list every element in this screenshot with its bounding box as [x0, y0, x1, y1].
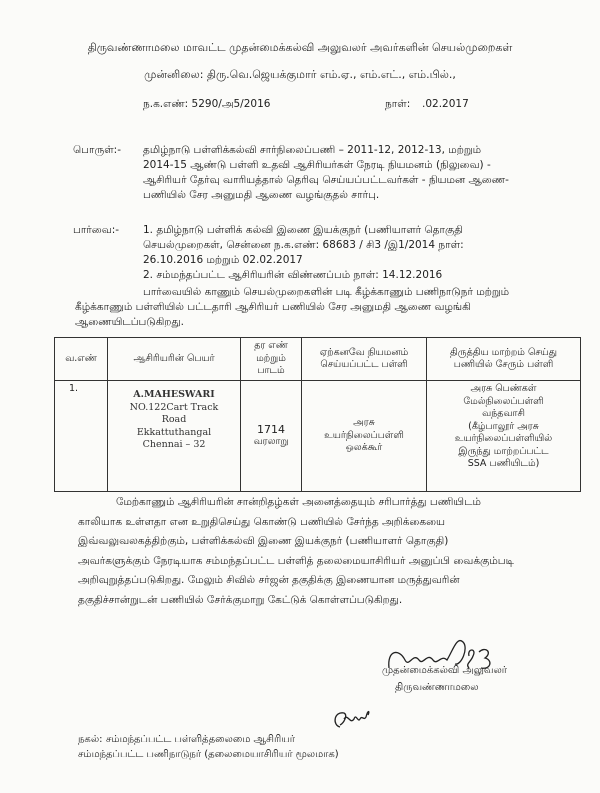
school-line: ஒலக்கூர் — [345, 442, 383, 454]
school-line: அரசு பெண்கள் — [470, 383, 537, 394]
body-line: அறிவுறுத்தப்படுகிறது. மேலும் சிவில் சர்ஜன் தகுதிக்கு இணையான மருத்துவரின் — [78, 574, 460, 586]
address-line: Ekkattuthangal — [136, 426, 212, 438]
cell-rank-subject — [241, 381, 302, 492]
intro-line: கீழ்க்காணும் பள்ளியில் பட்டதாரி ஆசிரியர் பணியில் சேர அனுமதி ஆணை வழங்கி — [75, 301, 471, 313]
reference-line: 1. தமிழ்நாடு பள்ளிக் கல்வி இணை இயக்குநர் (பணியாளர் தொகுதி — [143, 224, 463, 236]
reference-number: ந.க.எண்: 5290/அ5/2016 — [143, 98, 271, 110]
date-label: நாள்: — [385, 98, 411, 110]
body-line: மேற்காணும் ஆசிரியரின் சான்றிதழ்கள் அனைத்தையும் சரிபார்த்து பணியிடம் — [116, 496, 481, 508]
address-line: Road — [161, 414, 187, 425]
reference-label: பார்வை:- — [73, 224, 120, 236]
body-line: இவ்வலுவலகத்திற்கும், பள்ளிக்கல்வி இணை இயக்குநர் (பணியாளர் தொகுதி) — [78, 535, 449, 547]
body-line: தகுதிச்சான்றுடன் பணியில் சேர்க்குமாறு கேட்டுக் கொள்ளப்படுகிறது. — [78, 593, 403, 606]
copy-line: சம்மந்தப்பட்ட பள்ளித்தலைமை ஆசிரியர் — [106, 734, 296, 745]
table-header-row — [55, 338, 581, 381]
body-line: அவர்களுக்கும் நேரடியாக சம்மந்தப்பட்ட பள்ளித் தலைமையாசிரியர் அனுப்பி வைக்கும்படி — [78, 554, 514, 567]
reference-line: 2. சம்மந்தப்பட்ட ஆசிரியரின் விண்ணப்பம் நாள்: 14.12.2016 — [143, 269, 443, 281]
school-line: SSA பணியிடம்) — [467, 458, 540, 469]
signatory-designation: முதன்மைக்கல்வி அலுவலர் — [382, 665, 507, 676]
school-line: இருந்து மாற்றப்பட்ட — [458, 445, 549, 457]
rank-number: 1714 — [257, 422, 285, 436]
table-row — [55, 381, 581, 492]
header-new-school: திருத்திய மாற்றம் செய்து பணியில் சேரும் பள்ளி — [427, 338, 581, 381]
school-line: வந்தவாசி — [482, 408, 525, 419]
cell-serial: 1. — [55, 381, 108, 492]
cell-teacher — [108, 381, 241, 492]
reference-text — [143, 223, 578, 283]
subject-label: பொருள்:- — [73, 144, 122, 156]
intro-line: ஆணையிடப்படுகிறது. — [75, 316, 184, 328]
initial-signature-icon — [330, 705, 372, 733]
header-rank-subject: தர எண் மற்றும் பாடம் — [241, 338, 302, 381]
intro-paragraph — [75, 285, 580, 330]
subject-name: வரலாறு — [253, 436, 289, 447]
teacher-name: A.MAHESWARI — [133, 389, 215, 400]
school-line: (கீழ்பாலூர் அரசு — [468, 420, 539, 432]
school-line: உயர்நிலைப்பள்ளியில் — [454, 433, 553, 444]
header-serial: வ.எண் — [55, 338, 108, 381]
date-value: .02.2017 — [422, 98, 469, 110]
presence-line: முன்னிலை: திரு.வெ.ஜெயக்குமார் எம்.ஏ., எம்.எட்., எம்.பில்., — [144, 68, 456, 81]
address-line: NO.122Cart Track — [129, 401, 219, 413]
school-line: மேல்நிலைப்பள்ளி — [463, 395, 544, 407]
reference-line: 26.10.2016 மற்றும் 02.02.2017 — [143, 254, 303, 266]
copy-label: நகல்: — [78, 734, 103, 745]
subject-line: தமிழ்நாடு பள்ளிக்கல்வி சார்நிலைப்பணி – 2011-12, 2012-13, மற்றும் — [143, 144, 482, 156]
school-line: அரசு — [353, 417, 375, 429]
address-line: Chennai – 32 — [142, 439, 206, 450]
subject-line: பணியில் சேர அனுமதி ஆணை வழங்குதல் சார்பு. — [143, 189, 380, 201]
document-title: திருவண்ணாமலை மாவட்ட முதன்மைக்கல்வி அலுவலர் அவர்களின் செயல்முறைகள் — [87, 41, 513, 54]
cell-previous-school — [302, 381, 427, 492]
cell-new-school — [427, 381, 581, 492]
subject-text — [143, 143, 578, 203]
reference-line: செயல்முறைகள், சென்னை ந.க.எண்: 68683 / சி3 /இ1/2014 நாள்: — [143, 239, 464, 251]
signatory-place: திருவண்ணாமலை — [395, 682, 479, 693]
subject-line: ஆசிரியர் தேர்வு வாரியத்தால் தெரிவு செய்யப்பட்டவர்கள் - நியமன ஆணை- — [143, 174, 509, 186]
appointment-table — [54, 337, 581, 492]
body-line: காலியாக உள்ளதா என உறுதிசெய்து கொண்டு பணியில் சேர்ந்த அறிக்கையை — [78, 515, 446, 528]
school-line: உயர்நிலைப்பள்ளி — [324, 429, 404, 441]
body-paragraph — [78, 493, 583, 610]
header-teacher-name: ஆசிரியரின் பெயர் — [108, 338, 241, 381]
copy-line: சம்மந்தப்பட்ட பணிநாடுநர் (தலைமையாசிரியர் மூலமாக) — [78, 749, 339, 760]
intro-line: பார்வையில் காணும் செயல்முறைகளின் படி கீழ்க்காணும் பணிநாடுநர் மற்றும் — [143, 286, 510, 298]
header-previous-school: ஏற்கனவே நியமனம் செய்யப்பட்ட பள்ளி — [302, 338, 427, 381]
subject-line: 2014-15 ஆண்டு பள்ளி உதவி ஆசிரியர்கள் நேரடி நியமனம் (நிலுவை) - — [143, 159, 491, 171]
